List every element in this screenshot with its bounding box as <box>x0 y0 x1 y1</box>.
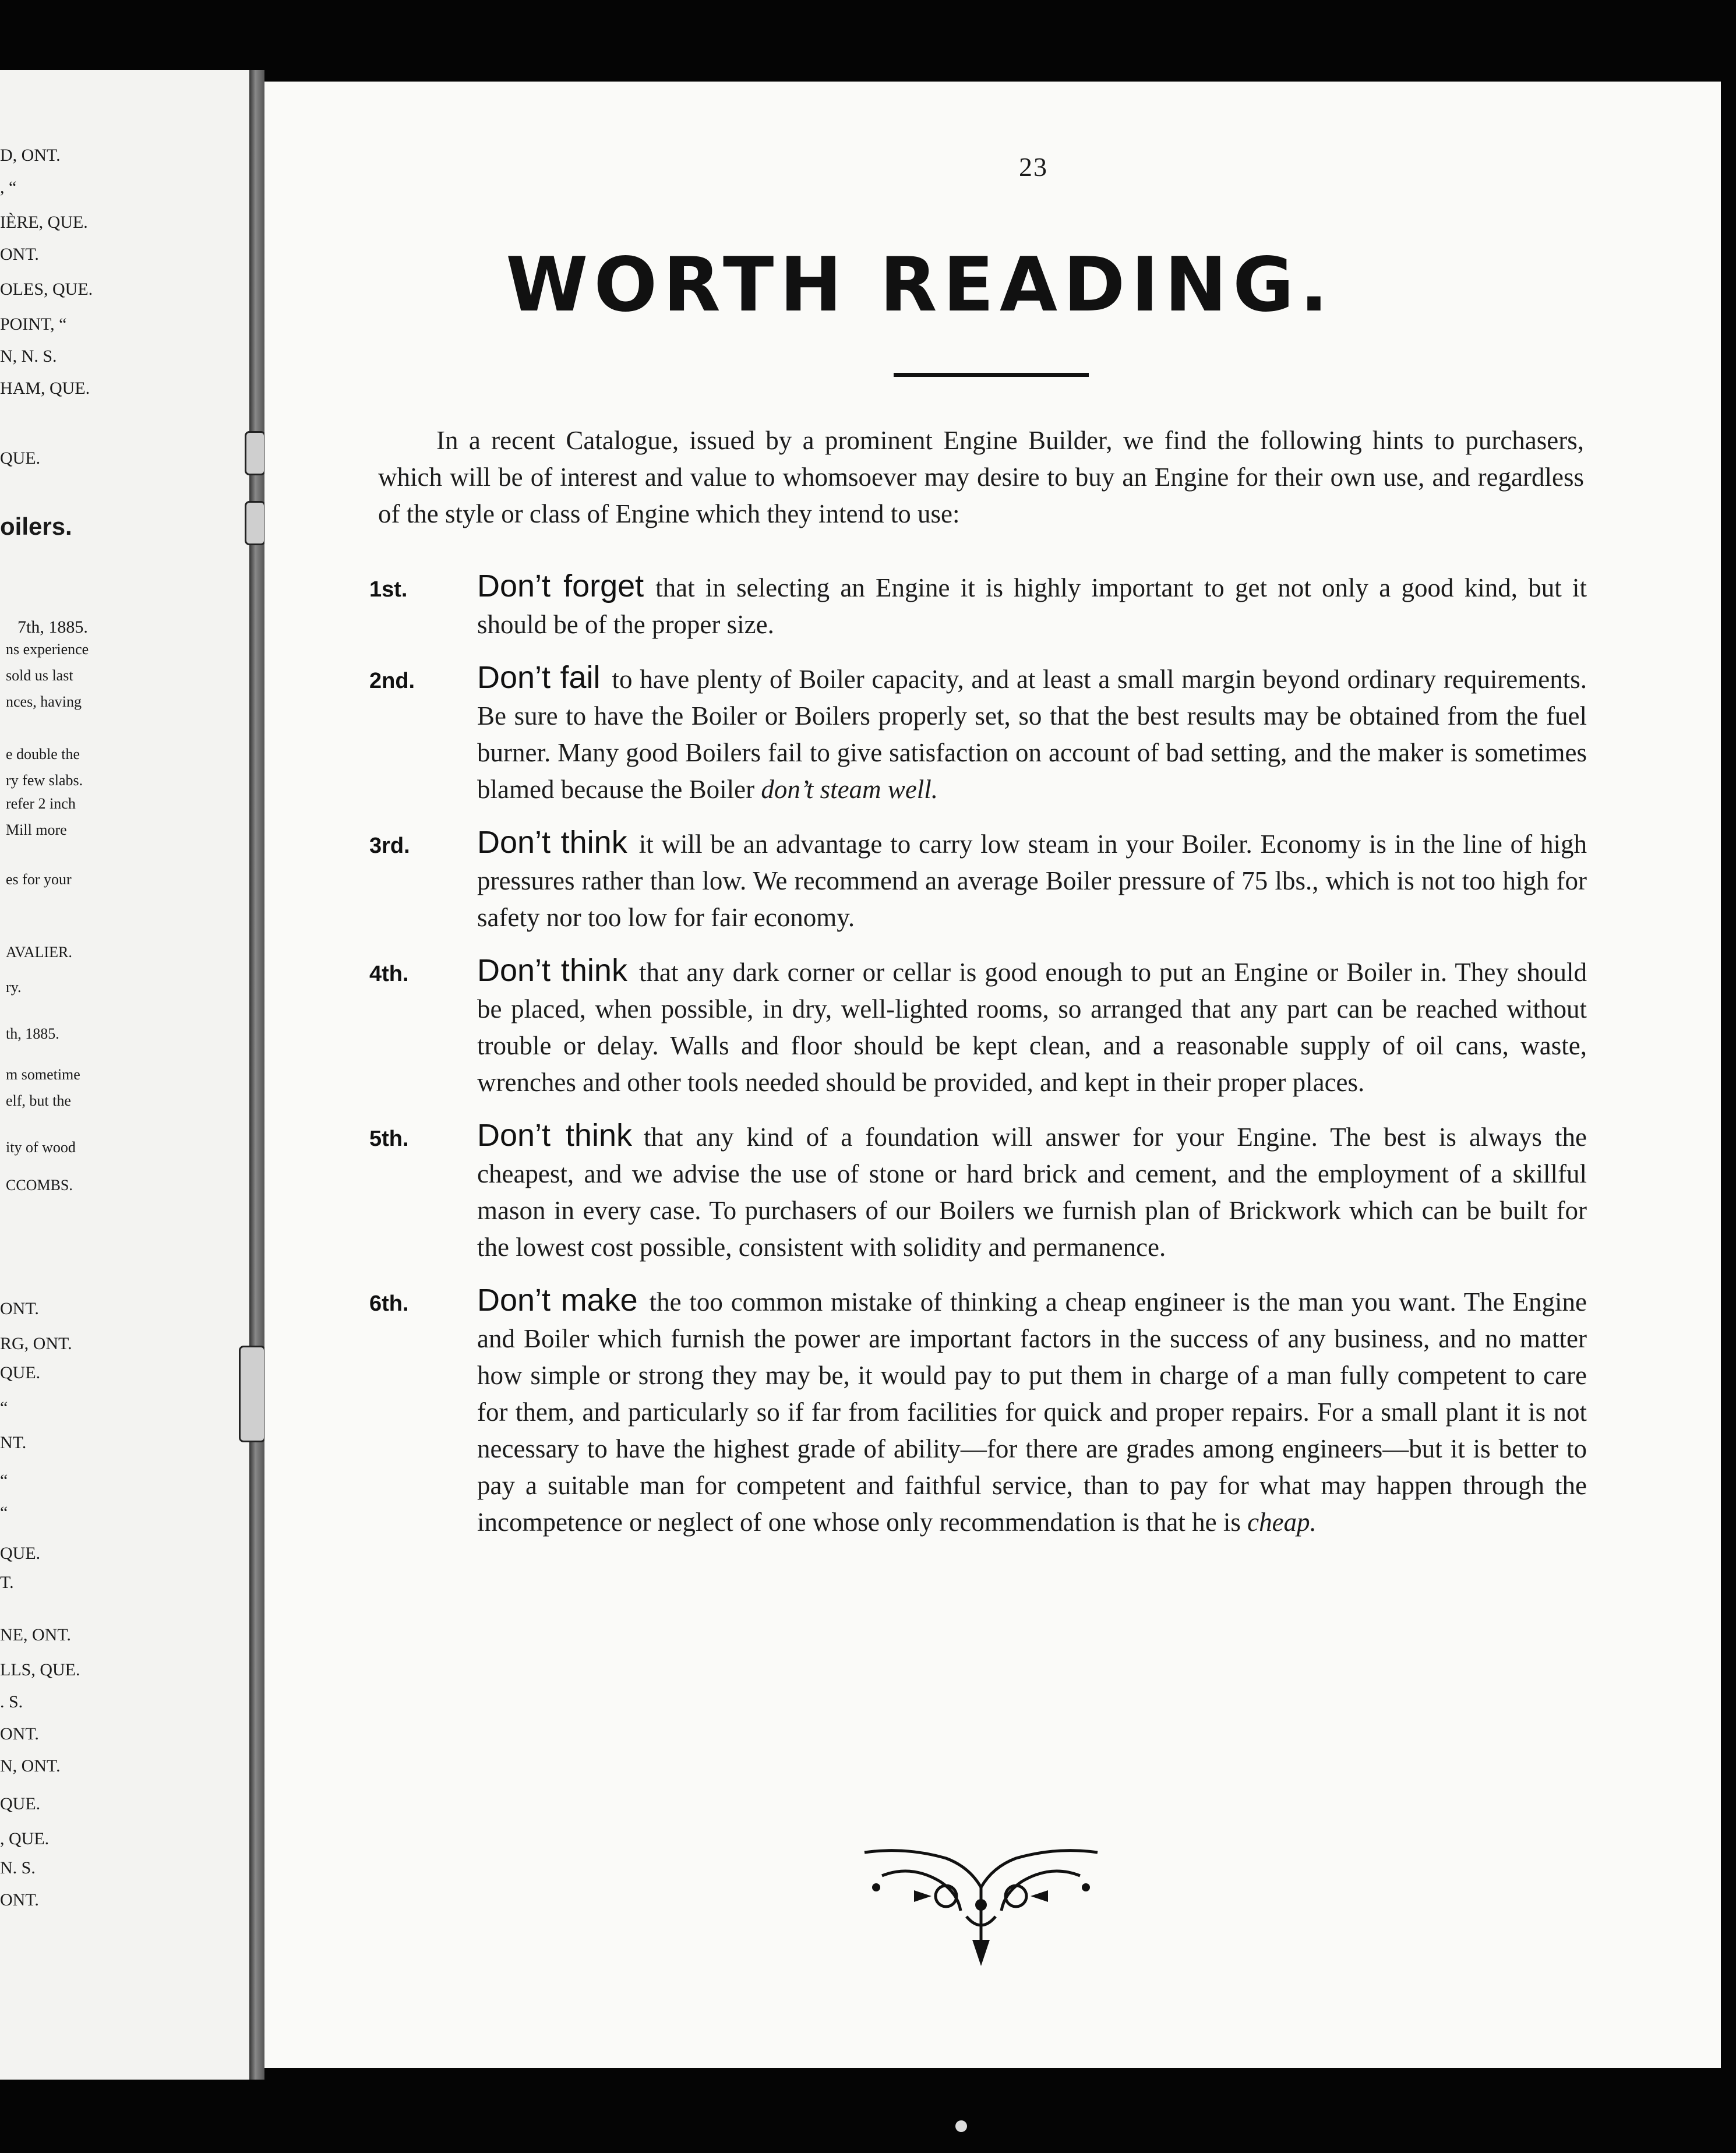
left-page-fragment: N, ONT. <box>0 1756 61 1776</box>
left-page-fragment: HAM, QUE. <box>0 379 90 398</box>
left-page-fragment: RG, ONT. <box>0 1334 72 1353</box>
main-page <box>264 82 1721 2068</box>
left-page-fragment: e double the <box>6 746 80 763</box>
left-page-fragment: NE, ONT. <box>0 1625 71 1644</box>
left-page-fragment: es for your <box>6 871 72 888</box>
hint-text: to have plenty of Boiler capacity, and at least a small margin beyond ordinary requirements. Be sure to have the Boiler or Boilers properly set, so that the best results may be obtained from the fuel burner. Many good Boilers fail to give satisfaction on account of bad setting, and the maker is sometimes blamed because the Boiler <box>477 665 1587 804</box>
left-page-fragment: CCOMBS. <box>6 1177 73 1194</box>
hint-lead: Don’t make <box>477 1283 638 1318</box>
left-page-fragment: nces, having <box>6 693 82 710</box>
left-page-fragment: ONT. <box>0 1724 39 1743</box>
left-page-fragment: QUE. <box>0 1363 41 1382</box>
staple-middle <box>245 501 266 545</box>
left-page-fragment: D, ONT. <box>0 146 61 165</box>
hint-lead: Don’t think <box>477 825 627 860</box>
hint-4 <box>369 952 1587 1101</box>
hint-italic: cheap. <box>1247 1508 1317 1537</box>
page-title: WORTH READING. <box>506 242 1334 329</box>
left-page-fragment: AVALIER. <box>6 944 72 961</box>
left-page-fragment: , QUE. <box>0 1829 50 1848</box>
left-page-fragment: ry few slabs. <box>6 772 83 789</box>
left-page-fragment: refer 2 inch <box>6 795 76 812</box>
page-number: 23 <box>1019 152 1048 182</box>
left-page-fragment: “ <box>0 1503 8 1522</box>
left-page-fragment: “ <box>0 1398 8 1417</box>
left-page-fragment: , “ <box>0 178 17 197</box>
left-page-fragment: ONT. <box>0 1890 39 1910</box>
left-page-fragment: “ <box>0 1471 8 1490</box>
left-page-fragment: N, N. S. <box>0 347 57 366</box>
left-page-fragment: 7th, 1885. <box>17 617 88 637</box>
left-page-fragment: QUE. <box>0 449 41 468</box>
hint-number: 6th. <box>369 1291 409 1316</box>
left-page-fragment: oilers. <box>0 513 72 540</box>
hint-1 <box>369 568 1587 643</box>
hint-6 <box>369 1282 1587 1541</box>
left-page-fragment: . S. <box>0 1692 23 1711</box>
ornament-icon <box>859 1841 1103 1969</box>
left-page-fragment: ns experience <box>6 641 89 658</box>
hint-text: that in selecting an Engine it is highly important to get not only a good kind, but it should be of the proper size. <box>477 573 1587 639</box>
left-facing-page <box>0 70 256 2080</box>
left-page-fragment: T. <box>0 1573 14 1592</box>
left-page-fragment: th, 1885. <box>6 1025 59 1042</box>
hint-text: that any dark corner or cellar is good enough to put an Engine or Boiler in. They should be placed, when possible, in dry, well-lighted rooms, so arranged that any part can be reached without trouble or delay. Walls and floor should be kept clean, and a reasonable supply of oil cans, waste, wrenches and other tools needed should be provided, and kept in their proper places. <box>477 958 1587 1097</box>
left-page-fragment: NT. <box>0 1433 27 1452</box>
hint-number: 4th. <box>369 962 409 986</box>
hints-list <box>369 568 1587 1557</box>
left-page-fragment: ONT. <box>0 1299 39 1318</box>
hint-5 <box>369 1117 1587 1266</box>
hint-3 <box>369 824 1587 936</box>
book-gutter <box>249 70 264 2080</box>
left-page-fragment: IÈRE, QUE. <box>0 213 88 232</box>
hint-lead: Don’t think <box>477 953 627 988</box>
left-page-fragment: ry. <box>6 979 22 996</box>
hint-2 <box>369 659 1587 808</box>
left-page-fragment: POINT, “ <box>0 315 67 334</box>
hint-number: 1st. <box>369 577 408 602</box>
left-page-fragment: N. S. <box>0 1858 36 1877</box>
left-page-fragment: elf, but the <box>6 1092 71 1109</box>
hint-lead: Don’t think <box>477 1118 632 1153</box>
staple-bottom <box>239 1346 266 1442</box>
left-page-fragment: LLS, QUE. <box>0 1660 80 1679</box>
left-page-fragment: sold us last <box>6 667 73 684</box>
hint-lead: Don’t forget <box>477 569 644 603</box>
left-page-fragment: m sometime <box>6 1066 80 1083</box>
hint-number: 5th. <box>369 1127 409 1151</box>
hint-number: 2nd. <box>369 669 415 693</box>
left-page-fragment: OLES, QUE. <box>0 280 93 299</box>
left-page-fragment: ity of wood <box>6 1139 76 1156</box>
title-rule <box>894 373 1089 377</box>
intro-paragraph: In a recent Catalogue, issued by a prominent Engine Builder, we find the following hints to purchasers, which will be of interest and value to whomsoever may desire to buy an Engine for their own use, and regardless of the style or class of Engine which they intend to use: <box>378 426 1584 528</box>
hint-number: 3rd. <box>369 834 410 858</box>
left-page-fragment: QUE. <box>0 1794 41 1813</box>
left-page-fragment: Mill more <box>6 821 67 838</box>
left-page-fragment: QUE. <box>0 1544 41 1563</box>
hint-text: the too common mistake of thinking a cheap engineer is the man you want. The Engine and Boiler which furnish the power are important factors in the success of any business, and no matter how simple or strong they may be, it would pay to put them in charge of a man fully competent to care for them, and particularly so if far from facilities for quick and proper repairs. For a small plant it is not necessary to have the highest grade of ability—for there are grades among engineers—but it is better to pay a suitable man for competent and faithful service, than to pay for what may happen through the incompetence or neglect of one whose only recommendation is that he is <box>477 1287 1587 1537</box>
scan-spot <box>955 2120 967 2132</box>
hint-text: it will be an advantage to carry low steam in your Boiler. Economy is in the line of high pressures rather than low. We recommend an average Boiler pressure of 75 lbs., which is not too high for safety nor too low for fair economy. <box>477 830 1587 932</box>
left-page-fragment: ONT. <box>0 245 39 264</box>
hint-lead: Don’t fail <box>477 660 601 695</box>
hint-text: that any kind of a foundation will answer for your Engine. The best is always the cheapest, and we advise the use of stone or hard brick and cement, and the employment of a skillful mason in every case. To purchasers of our Boilers we furnish plan of Brickwork which can be built for the lowest cost possible, consistent with solidity and permanence. <box>477 1123 1587 1262</box>
staple-top <box>245 431 266 475</box>
hint-italic: don’t steam well. <box>761 775 938 804</box>
